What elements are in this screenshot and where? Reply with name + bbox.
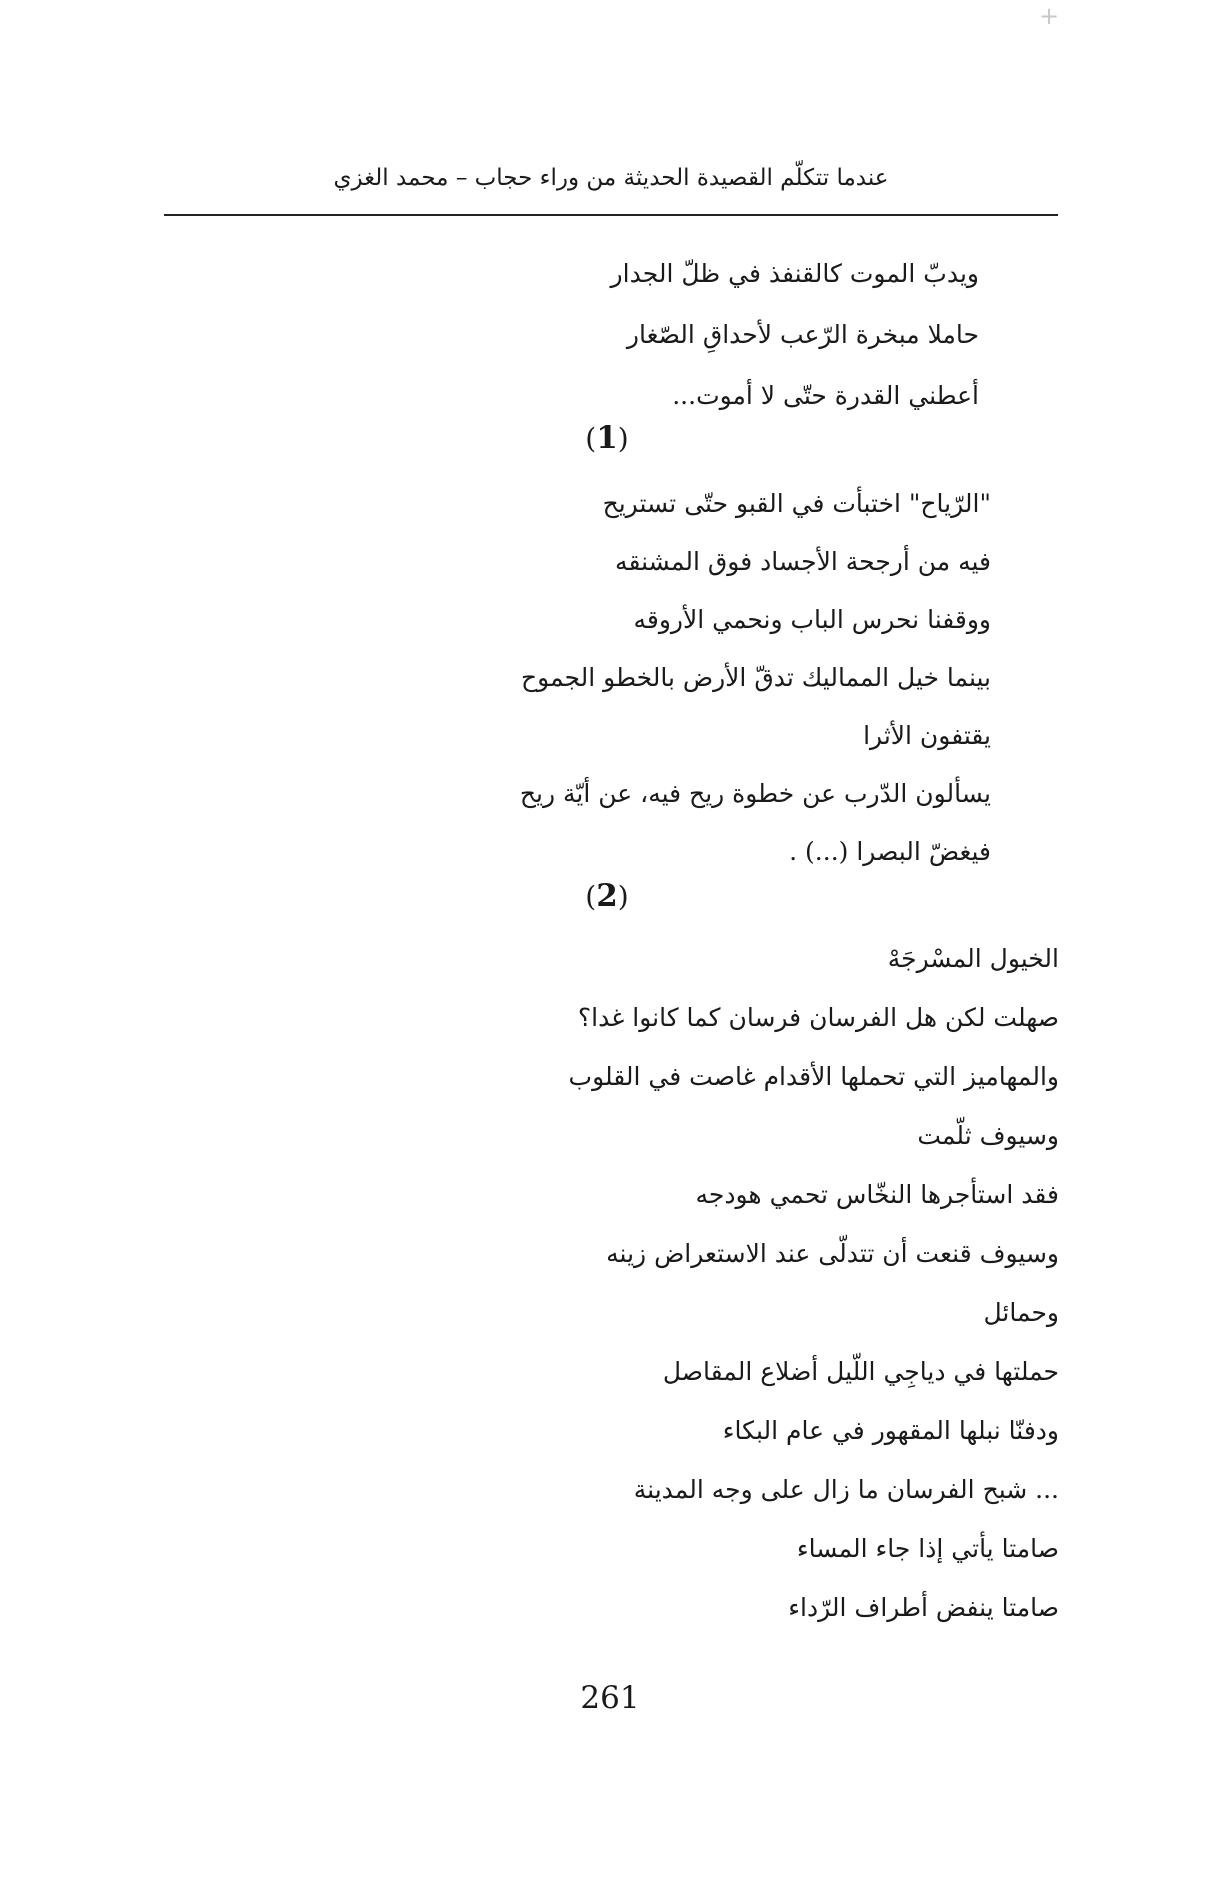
stanza-intro: [611, 243, 979, 426]
poem-line: وسيوف ثلّمت: [917, 1121, 1059, 1150]
poem-line: صامتا يأتي إذا جاء المساء: [796, 1534, 1059, 1563]
poem-line: الخيول المسْرجَهْ: [887, 944, 1059, 973]
poem-line: صهلت لكن هل الفرسان فرسان كما كانوا غدا؟: [577, 1003, 1059, 1032]
poem-line: وحمائل: [983, 1298, 1059, 1327]
section-number-1: (1): [585, 420, 629, 456]
poem-line: أعطني القدرة حتّى لا أموت...: [672, 381, 979, 410]
section-number-2-value: 2: [596, 878, 618, 914]
poem-line: بينما خيل المماليك تدقّ الأرض بالخطو الجموح: [521, 663, 991, 692]
poem-line: حاملا مبخرة الرّعب لأحداقِ الصّغار: [626, 320, 979, 349]
poem-line: فيغضّ البصرا (...) .: [789, 837, 991, 866]
poem-line: فقد استأجرها النخّاس تحمي هودجه: [695, 1180, 1059, 1209]
section-number-2: (2): [585, 878, 629, 914]
poem-line: فيه من أرجحة الأجساد فوق المشنقه: [615, 547, 991, 576]
section-number-1-value: 1: [596, 420, 618, 456]
poem-line: ودفنّا نبلها المقهور في عام البكاء: [722, 1416, 1059, 1445]
poem-line: وسيوف قنعت أن تتدلّى عند الاستعراض زينه: [606, 1239, 1059, 1268]
header-divider: [164, 214, 1058, 216]
poem-line: والمهاميز التي تحملها الأقدام غاصت في القلوب: [568, 1062, 1059, 1091]
poem-line: "الرّياح" اختبأت في القبو حتّى تستريح: [602, 489, 991, 518]
poem-line: ... شبح الفرسان ما زال على وجه المدينة: [633, 1475, 1059, 1504]
page-number: 261: [580, 1680, 640, 1716]
stanza-section-2: [569, 929, 1059, 1637]
stanza-section-1: [520, 475, 991, 881]
crop-mark-icon: +: [1038, 2, 1060, 30]
poem-line: ويدبّ الموت كالقنفذ في ظلّ الجدار: [610, 259, 979, 288]
poem-line: حملتها في دياجِي اللّيل أضلاع المقاصل: [662, 1357, 1059, 1386]
poem-line: ووقفنا نحرس الباب ونحمي الأروقه: [633, 605, 991, 634]
running-header: عندما تتكلّم القصيدة الحديثة من وراء حجاب – محمد الغزي: [333, 165, 889, 191]
poem-line: يسألون الدّرب عن خطوة ريح فيه، عن أيّة ريح: [519, 779, 991, 808]
poem-line: يقتفون الأثرا: [863, 721, 991, 750]
poem-line: صامتا ينفض أطراف الرّداء: [788, 1593, 1059, 1622]
